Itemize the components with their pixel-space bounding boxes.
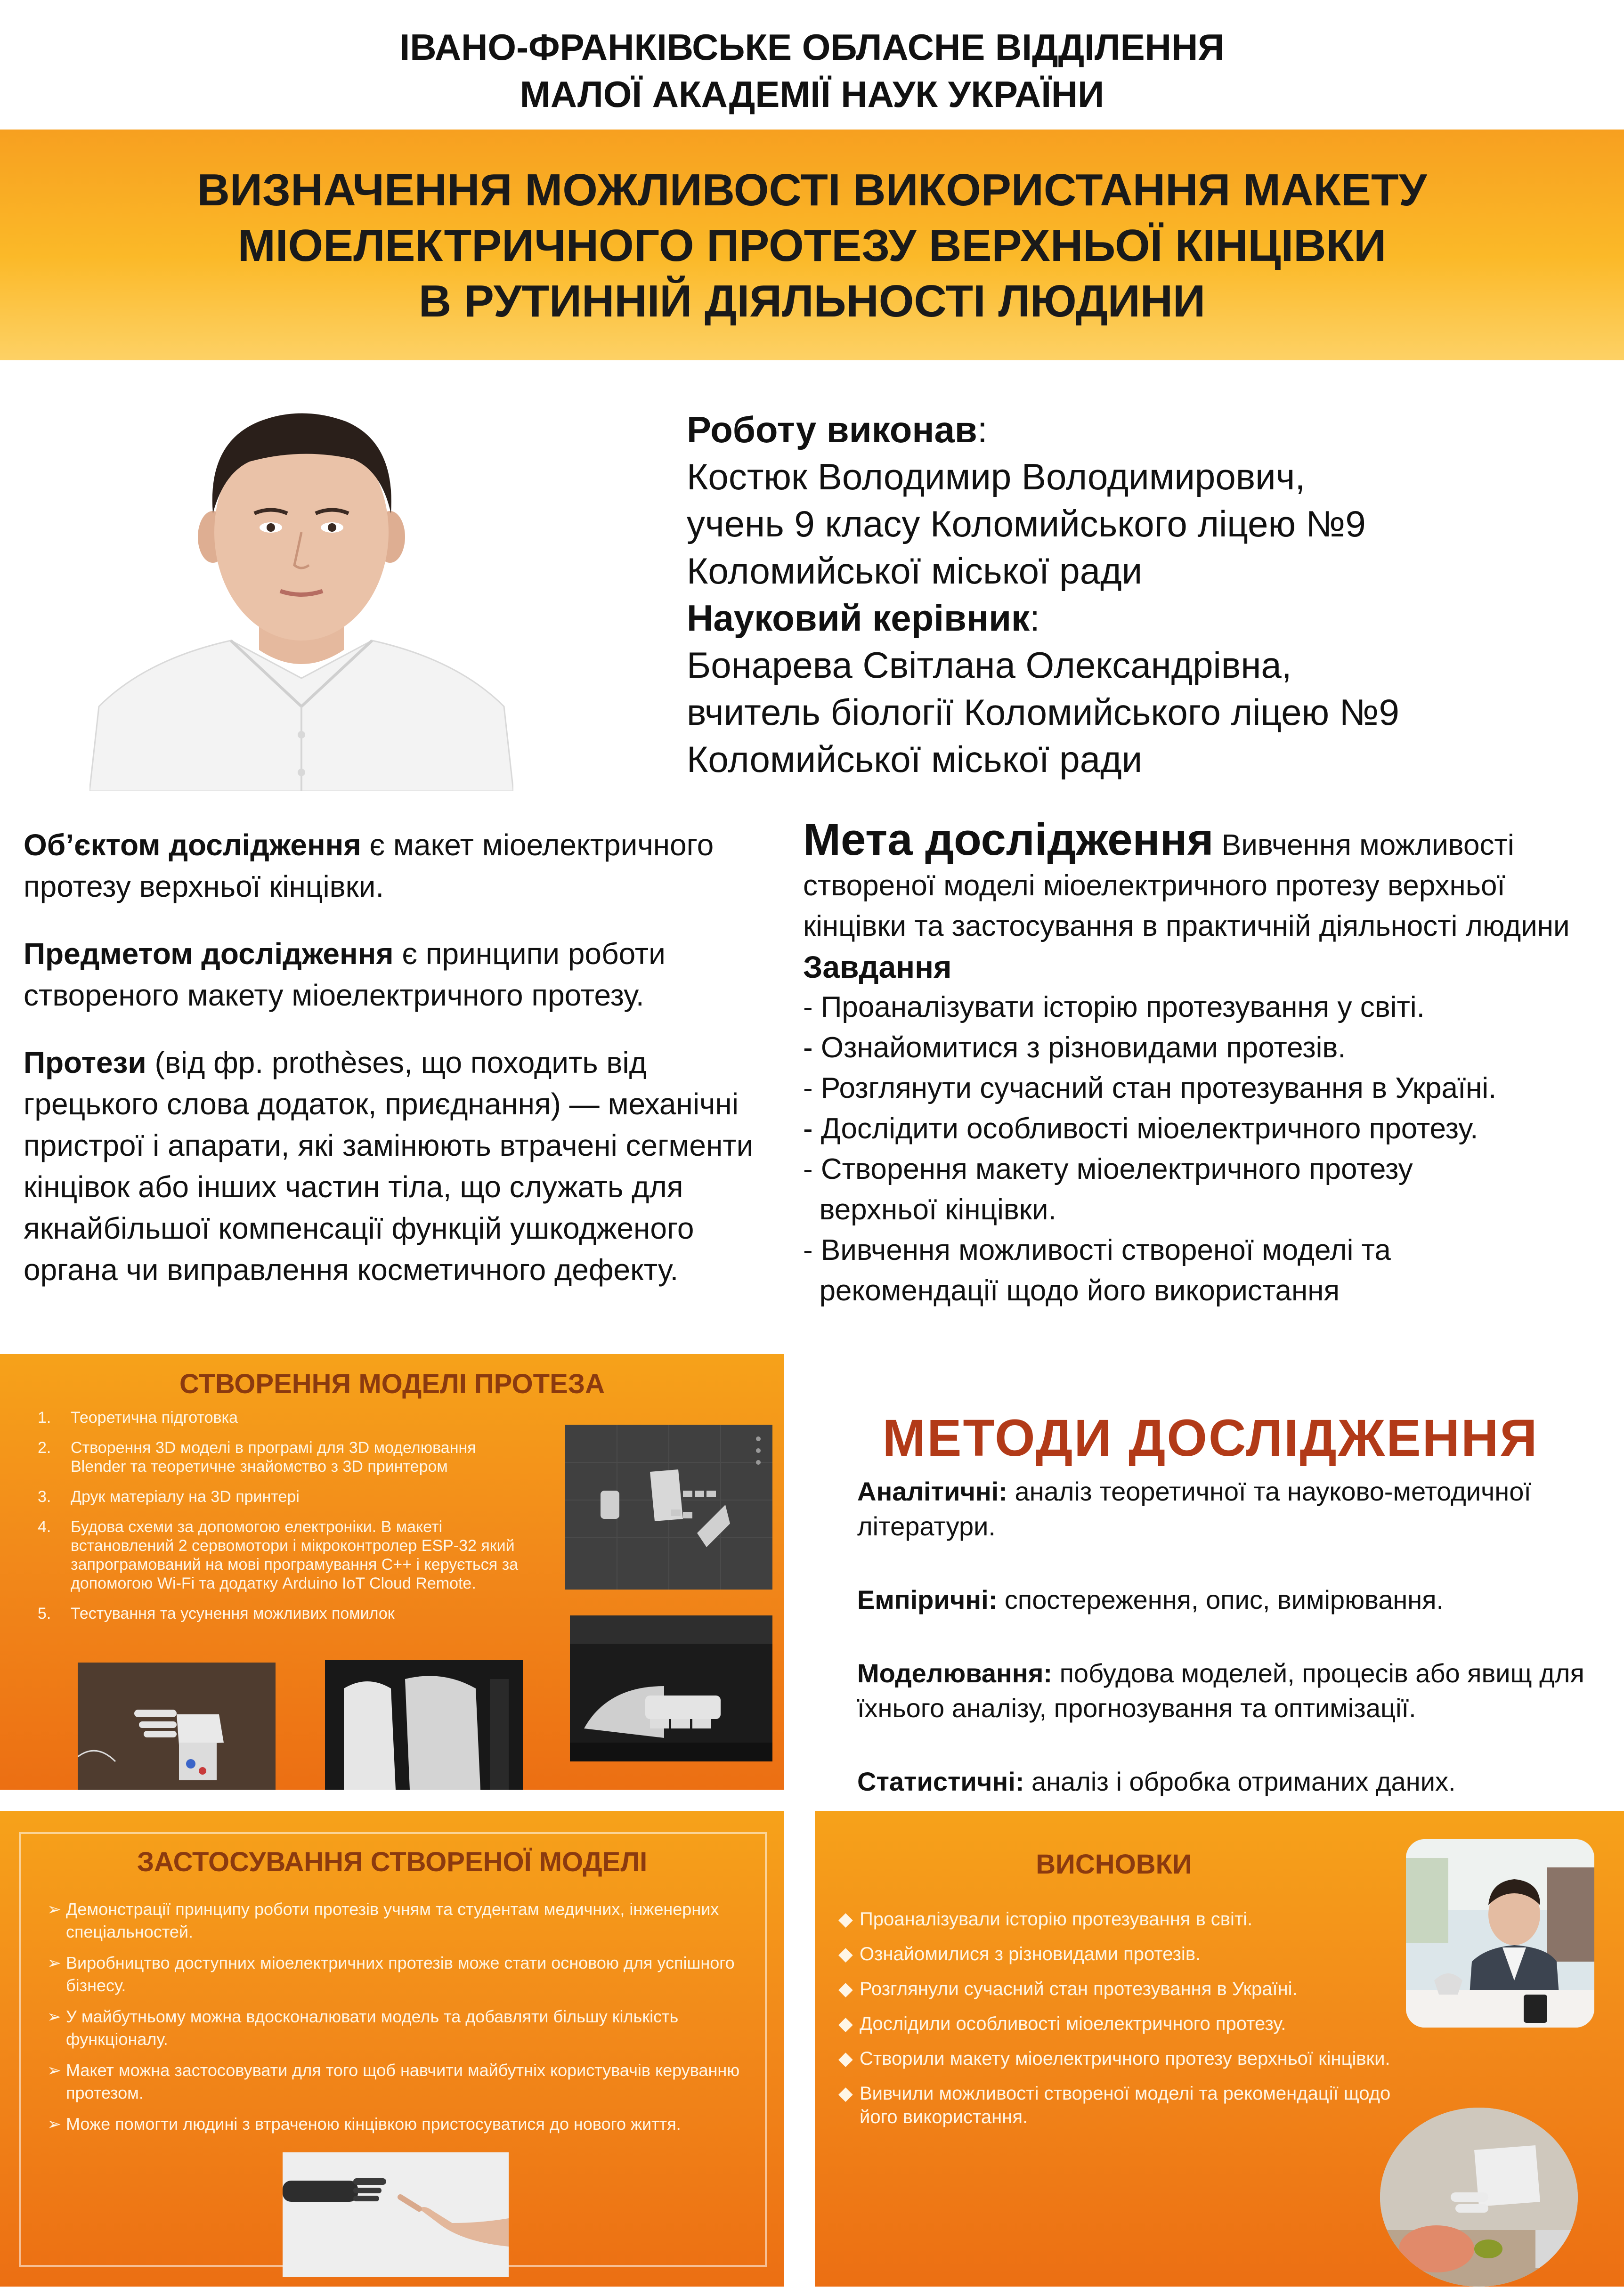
method-statistic-text: аналіз і обробка отриманих даних.: [1024, 1767, 1456, 1796]
research-object-text: є макет міоелектричного протезу верхньої кінцівки.: [24, 828, 714, 903]
goal-paragraph: [803, 814, 1604, 947]
task-item: - Дослідити особливості міоелектричного протезу.: [803, 1112, 1478, 1145]
slide-model-creation: [0, 1354, 784, 1790]
diamond-bullet-icon: ◆: [838, 2083, 853, 2104]
printer-photo: [570, 1615, 772, 1761]
method-statistic-label: Статистичні:: [857, 1767, 1024, 1796]
diamond-bullet-icon: ◆: [838, 1909, 853, 1930]
application-item: [47, 1952, 754, 1997]
task-item: - Створення макету міоелектричного протезу: [803, 1153, 1413, 1185]
title-line-2: МІОЕЛЕКТРИЧНОГО ПРОТЕЗУ ВЕРХНЬОЇ КІНЦІВКИ: [237, 220, 1387, 271]
supervisor-heading: [687, 594, 1605, 641]
research-object: [24, 824, 782, 907]
method-empiric-label: Емпіричні:: [857, 1585, 998, 1615]
item-text: Друк матеріалу на 3D принтері: [71, 1488, 300, 1506]
application-item: [47, 2059, 754, 2104]
research-subject-text: є принципи роботи створеного макету міоелектричного протезу.: [24, 937, 666, 1012]
diamond-bullet-icon: ◆: [838, 2013, 853, 2034]
task-item: верхньої кінцівки.: [803, 1193, 1056, 1226]
application-item: [47, 2113, 754, 2135]
slide-model-title: СТВОРЕННЯ МОДЕЛІ ПРОТЕЗА: [179, 1369, 605, 1399]
arrow-bullet-icon: ➢: [47, 2114, 62, 2134]
task-item: - Ознайомитися з різновидами протезів.: [803, 1031, 1346, 1064]
research-object-label: Об’єктом дослідження: [24, 828, 361, 862]
diamond-bullet-icon: ◆: [838, 1944, 853, 1964]
slide-model-item: [38, 1487, 532, 1506]
slide-model-item: [38, 1517, 532, 1593]
diamond-bullet-icon: ◆: [838, 2048, 853, 2069]
performer-name: Костюк Володимир Володимирович,: [687, 456, 1306, 497]
supervisor-label: Науковий керівник: [687, 597, 1030, 639]
slide-model-item: [38, 1604, 532, 1623]
title-line-3: В РУТИННІЙ ДІЯЛЬНОСТІ ЛЮДИНИ: [418, 276, 1206, 326]
slide-application: [0, 1811, 784, 2287]
application-item-text: Демонстрації принципу роботи протезів учням та студентам медичних, інженерних спеціальностей.: [66, 1899, 719, 1941]
supervisor-info-2: Коломийської міської ради: [687, 738, 1143, 780]
slide-conclusions-title: ВИСНОВКИ: [1036, 1849, 1192, 1880]
conclusion-item: [838, 1907, 1413, 1931]
organization-line-1: ІВАНО-ФРАНКІВСЬКЕ ОБЛАСНЕ ВІДДІЛЕННЯ: [399, 26, 1225, 68]
author-portrait: [89, 377, 513, 791]
task-item: - Проаналізувати історію протезування у світі.: [803, 991, 1425, 1023]
prosthesis-hand-photo: [78, 1663, 276, 1790]
method-modeling-label: Моделювання:: [857, 1658, 1053, 1688]
method-modeling-text: побудова моделей, процесів або явищ для їхнього аналізу, прогнозування та оптимізації.: [857, 1658, 1584, 1723]
supervisor-info-1: вчитель біології Коломийського ліцею №9: [687, 691, 1399, 733]
performer-heading: [687, 406, 1605, 453]
slide-application-list: [47, 1898, 754, 2144]
conclusion-item: [838, 2047, 1413, 2070]
task-item: рекомендації щодо його використання: [803, 1274, 1340, 1307]
goal-text: Вивчення можливості створеної моделі міоелектричного протезу верхньої кінцівки та застосування в практичній діяльності людини: [803, 829, 1570, 942]
method-analytic-text: аналіз теоретичної та науково-методичної літератури.: [857, 1477, 1531, 1541]
conclusion-item: [838, 2012, 1413, 2036]
application-item-text: Макет можна застосовувати для того щоб навчити майбутніх користувачів керуванню протезом.: [66, 2061, 740, 2102]
item-text: Тестування та усунення можливих помилок: [71, 1605, 395, 1623]
blender-screenshot: [565, 1425, 772, 1590]
item-number: 2.: [38, 1439, 51, 1457]
definitions-column: [24, 824, 782, 1316]
arrow-bullet-icon: ➢: [47, 2007, 62, 2026]
conclusion-item-text: Вивчили можливості створеної моделі та рекомендації щодо його використання.: [860, 2083, 1391, 2127]
arrow-bullet-icon: ➢: [47, 1953, 62, 1972]
tasks-title: Завдання: [803, 949, 952, 984]
item-number: 5.: [38, 1605, 51, 1623]
prosthesis-test-photo: [1380, 2108, 1578, 2287]
slide-application-title: ЗАСТОСУВАННЯ СТВОРЕНОЇ МОДЕЛІ: [137, 1847, 648, 1877]
prosthesis-forearm-photo: [325, 1660, 523, 1790]
poster-title: [0, 162, 1624, 329]
method-analytic-label: Аналітичні:: [857, 1477, 1007, 1506]
conclusion-item-text: Ознайомилися з різновидами протезів.: [860, 1944, 1201, 1964]
method-empiric: [857, 1582, 1592, 1617]
title-line-1: ВИЗНАЧЕННЯ МОЖЛИВОСТІ ВИКОРИСТАННЯ МАКЕТУ: [197, 165, 1427, 215]
method-modeling: [857, 1656, 1592, 1726]
arrow-bullet-icon: ➢: [47, 2061, 62, 2080]
performer-info-1: учень 9 класу Коломийського ліцею №9: [687, 503, 1366, 544]
application-item-text: Може помогти людині з втраченою кінцівкою пристосуватися до нового життя.: [66, 2114, 681, 2134]
conclusion-item: [838, 1977, 1413, 2001]
task-item: - Розглянути сучасний стан протезування в Україні.: [803, 1072, 1497, 1104]
application-item-text: Виробництво доступних міоелектричних протезів може стати основою для успішного бізнесу.: [66, 1953, 735, 1995]
research-subject: [24, 933, 782, 1016]
performer-info-2: Коломийської міської ради: [687, 550, 1143, 592]
slide-conclusions-list: [838, 1907, 1413, 2140]
supervisor-name: Бонарева Світлана Олександрівна,: [687, 644, 1292, 686]
item-number: 4.: [38, 1518, 51, 1536]
method-analytic: [857, 1474, 1592, 1544]
conclusion-item-text: Створили макету міоелектричного протезу верхньої кінцівки.: [860, 2048, 1390, 2069]
research-subject-label: Предметом дослідження: [24, 937, 394, 971]
supervisor-colon: :: [1030, 597, 1040, 639]
performer-colon: :: [977, 409, 988, 450]
organization-line-2: МАЛОЇ АКАДЕМІЇ НАУК УКРАЇНИ: [520, 73, 1104, 115]
application-item: [47, 1898, 754, 1943]
item-text: Теоретична підготовка: [71, 1409, 238, 1427]
slide-model-list: [38, 1408, 532, 1634]
conclusion-item: [838, 2082, 1413, 2129]
item-number: 3.: [38, 1488, 51, 1506]
conclusion-item-text: Дослідили особливості міоелектричного протезу.: [860, 2013, 1286, 2034]
organization-header: [0, 24, 1624, 118]
diamond-bullet-icon: ◆: [838, 1979, 853, 1999]
goal-title: Мета дослідження: [803, 814, 1214, 865]
conclusion-item: [838, 1942, 1413, 1966]
conclusion-item-text: Розглянули сучасний стан протезування в Україні.: [860, 1979, 1298, 1999]
conclusion-item-text: Проаналізували історію протезування в світі.: [860, 1909, 1253, 1930]
item-text: Будова схеми за допомогою електроніки. В макеті встановлений 2 сервомотори і мікроконтролер ESP-32 який запрограмований на мові програмування C++ і керується за допомогою Wi-Fi та додатку Arduino IoT Cloud Remote.: [71, 1518, 519, 1592]
arrow-bullet-icon: ➢: [47, 1899, 62, 1919]
slide-model-item: [38, 1438, 532, 1476]
tasks-list: [803, 987, 1604, 1311]
application-item-text: У майбутньому можна вдосконалювати модель та добавляти більшу кількість функціоналу.: [66, 2007, 679, 2049]
slide-conclusions: [815, 1811, 1624, 2287]
prosthesis-definition: [24, 1042, 782, 1290]
methods-title: МЕТОДИ ДОСЛІДЖЕННЯ: [882, 1409, 1539, 1467]
slide-model-item: [38, 1408, 532, 1427]
prosthesis-label: Протези: [24, 1046, 146, 1079]
authors-block: [687, 406, 1605, 783]
method-empiric-text: спостереження, опис, вимірювання.: [997, 1585, 1444, 1615]
item-number: 1.: [38, 1409, 51, 1427]
task-item: - Вивчення можливості створеної моделі та: [803, 1234, 1391, 1266]
methods-block: [857, 1474, 1592, 1838]
performer-label: Роботу виконав: [687, 409, 977, 450]
presentation-photo: [1406, 1839, 1594, 2028]
goal-block: [803, 814, 1604, 1311]
prosthesis-text: (від фр. prothèses, що походить від грецького слова додаток, приєднання) — механічні пристрої і апарати, які замінюють втрачені сегменти кінцівок або інших частин тіла, що служать для якнайбільшої компенсації функцій ушкодженого органа чи виправлення косметичного дефекту.: [24, 1046, 754, 1287]
robot-human-hands-image: [283, 2152, 509, 2277]
application-item: [47, 2005, 754, 2051]
item-text: Створення 3D моделі в програмі для 3D моделювання Blender та теоретичне знайомство з 3D принтером: [71, 1439, 476, 1476]
method-statistic: [857, 1764, 1592, 1799]
